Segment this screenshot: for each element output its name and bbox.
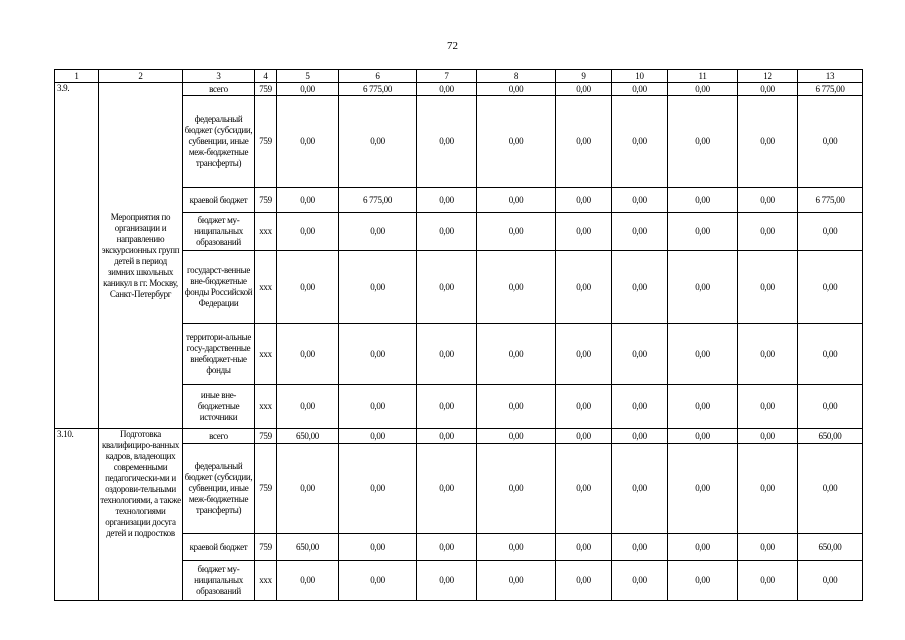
amount-cell: 0,00 [417, 83, 477, 96]
funding-source: краевой бюджет [183, 534, 255, 561]
amount-cell: 650,00 [277, 429, 339, 444]
funding-source: бюджет му-ниципальных образований [183, 213, 255, 251]
amount-cell: 650,00 [277, 534, 339, 561]
amount-cell: 0,00 [417, 324, 477, 385]
amount-cell: 0,00 [556, 429, 612, 444]
amount-cell: 0,00 [798, 213, 863, 251]
amount-cell: 0,00 [477, 429, 556, 444]
amount-cell: 0,00 [277, 385, 339, 429]
amount-cell: 0,00 [477, 561, 556, 601]
column-header-6: 6 [339, 70, 417, 83]
page-number: 72 [447, 40, 458, 52]
amount-cell: 0,00 [417, 188, 477, 213]
amount-cell: 0,00 [738, 385, 798, 429]
amount-cell: 0,00 [277, 324, 339, 385]
amount-cell: 0,00 [612, 83, 668, 96]
amount-cell: 0,00 [477, 534, 556, 561]
amount-cell: 0,00 [417, 385, 477, 429]
activity-name: Подготовка квалифициро-ванных кадров, владеющих современными педагогически-ми и оздорови-тельными технологиями, а также технологиями организации досуга детей и подростков [99, 429, 183, 601]
amount-cell: 0,00 [277, 96, 339, 188]
amount-cell: 6 775,00 [339, 188, 417, 213]
amount-cell: 0,00 [668, 83, 738, 96]
amount-cell: 0,00 [556, 385, 612, 429]
amount-cell: 0,00 [798, 324, 863, 385]
amount-cell: 0,00 [556, 561, 612, 601]
budget-code: 759 [255, 83, 277, 96]
amount-cell: 0,00 [738, 83, 798, 96]
budget-code: 759 [255, 444, 277, 534]
amount-cell: 0,00 [612, 188, 668, 213]
amount-cell: 0,00 [612, 385, 668, 429]
amount-cell: 0,00 [277, 213, 339, 251]
amount-cell: 0,00 [612, 213, 668, 251]
item-number: 3.10. [55, 429, 99, 601]
amount-cell: 0,00 [738, 429, 798, 444]
funding-source: всего [183, 429, 255, 444]
item-number: 3.9. [55, 83, 99, 429]
amount-cell: 6 775,00 [798, 188, 863, 213]
amount-cell: 0,00 [556, 213, 612, 251]
amount-cell: 0,00 [668, 385, 738, 429]
amount-cell: 0,00 [339, 96, 417, 188]
amount-cell: 0,00 [668, 188, 738, 213]
activity-name: Мероприятия по организации и направлению экскурсионных групп детей в период зимних школьных каникул в гг. Москву, Санкт-Петербург [99, 83, 183, 429]
budget-code: xxx [255, 385, 277, 429]
amount-cell: 0,00 [668, 251, 738, 324]
amount-cell: 0,00 [798, 561, 863, 601]
amount-cell: 0,00 [277, 444, 339, 534]
amount-cell: 0,00 [738, 534, 798, 561]
budget-code: 759 [255, 188, 277, 213]
amount-cell: 0,00 [477, 251, 556, 324]
amount-cell: 0,00 [339, 561, 417, 601]
amount-cell: 0,00 [798, 251, 863, 324]
budget-code: xxx [255, 324, 277, 385]
amount-cell: 0,00 [668, 324, 738, 385]
amount-cell: 0,00 [668, 213, 738, 251]
column-header-7: 7 [417, 70, 477, 83]
table-row [55, 83, 863, 96]
amount-cell: 0,00 [556, 83, 612, 96]
amount-cell: 0,00 [798, 385, 863, 429]
amount-cell: 0,00 [277, 188, 339, 213]
amount-cell: 0,00 [277, 83, 339, 96]
amount-cell: 0,00 [417, 96, 477, 188]
amount-cell: 0,00 [556, 534, 612, 561]
amount-cell: 0,00 [556, 444, 612, 534]
amount-cell: 0,00 [798, 444, 863, 534]
funding-source: всего [183, 83, 255, 96]
amount-cell: 0,00 [277, 251, 339, 324]
column-header-12: 12 [738, 70, 798, 83]
amount-cell: 0,00 [668, 534, 738, 561]
amount-cell: 0,00 [738, 561, 798, 601]
header-row [55, 70, 863, 83]
amount-cell: 0,00 [738, 96, 798, 188]
amount-cell: 0,00 [556, 96, 612, 188]
amount-cell: 0,00 [477, 444, 556, 534]
budget-table [54, 69, 863, 601]
amount-cell: 650,00 [798, 429, 863, 444]
column-header-5: 5 [277, 70, 339, 83]
amount-cell: 0,00 [738, 444, 798, 534]
amount-cell: 0,00 [612, 324, 668, 385]
amount-cell: 0,00 [556, 188, 612, 213]
amount-cell: 0,00 [668, 96, 738, 188]
amount-cell: 0,00 [612, 561, 668, 601]
amount-cell: 0,00 [477, 188, 556, 213]
column-header-8: 8 [477, 70, 556, 83]
amount-cell: 0,00 [477, 324, 556, 385]
amount-cell: 0,00 [339, 534, 417, 561]
amount-cell: 0,00 [339, 213, 417, 251]
amount-cell: 0,00 [556, 324, 612, 385]
amount-cell: 0,00 [339, 444, 417, 534]
funding-source: федеральный бюджет (субсидии, субвенции, иные меж-бюджетные трансферты) [183, 96, 255, 188]
funding-source: краевой бюджет [183, 188, 255, 213]
amount-cell: 0,00 [417, 429, 477, 444]
amount-cell: 0,00 [612, 96, 668, 188]
budget-code: xxx [255, 561, 277, 601]
amount-cell: 0,00 [668, 561, 738, 601]
amount-cell: 0,00 [668, 444, 738, 534]
amount-cell: 0,00 [612, 429, 668, 444]
amount-cell: 0,00 [417, 561, 477, 601]
amount-cell: 0,00 [339, 324, 417, 385]
amount-cell: 0,00 [277, 561, 339, 601]
column-header-1: 1 [55, 70, 99, 83]
amount-cell: 0,00 [339, 385, 417, 429]
budget-code: 759 [255, 429, 277, 444]
amount-cell: 0,00 [339, 251, 417, 324]
column-header-11: 11 [668, 70, 738, 83]
amount-cell: 0,00 [417, 213, 477, 251]
funding-source: федеральный бюджет (субсидии, субвенции, иные меж-бюджетные трансферты) [183, 444, 255, 534]
amount-cell: 0,00 [612, 251, 668, 324]
column-header-10: 10 [612, 70, 668, 83]
amount-cell: 0,00 [668, 429, 738, 444]
budget-code: 759 [255, 534, 277, 561]
column-header-13: 13 [798, 70, 863, 83]
amount-cell: 0,00 [738, 251, 798, 324]
column-header-3: 3 [183, 70, 255, 83]
funding-source: иные вне-бюджетные источники [183, 385, 255, 429]
funding-source: территори-альные госу-дарственные внебюджет-ные фонды [183, 324, 255, 385]
amount-cell: 0,00 [417, 444, 477, 534]
amount-cell: 0,00 [738, 324, 798, 385]
amount-cell: 0,00 [556, 251, 612, 324]
amount-cell: 6 775,00 [798, 83, 863, 96]
budget-code: xxx [255, 213, 277, 251]
amount-cell: 6 775,00 [339, 83, 417, 96]
amount-cell: 0,00 [738, 213, 798, 251]
amount-cell: 0,00 [417, 534, 477, 561]
column-header-4: 4 [255, 70, 277, 83]
table-row [55, 429, 863, 444]
amount-cell: 0,00 [417, 251, 477, 324]
amount-cell: 0,00 [477, 385, 556, 429]
amount-cell: 0,00 [612, 444, 668, 534]
funding-source: государст-венные вне-бюджетные фонды Российской Федерации [183, 251, 255, 324]
amount-cell: 0,00 [612, 534, 668, 561]
amount-cell: 0,00 [738, 188, 798, 213]
amount-cell: 0,00 [798, 96, 863, 188]
column-header-2: 2 [99, 70, 183, 83]
amount-cell: 0,00 [477, 213, 556, 251]
budget-code: 759 [255, 96, 277, 188]
amount-cell: 650,00 [798, 534, 863, 561]
amount-cell: 0,00 [477, 83, 556, 96]
amount-cell: 0,00 [477, 96, 556, 188]
column-header-9: 9 [556, 70, 612, 83]
funding-source: бюджет му-ниципальных образований [183, 561, 255, 601]
amount-cell: 0,00 [339, 429, 417, 444]
budget-code: xxx [255, 251, 277, 324]
